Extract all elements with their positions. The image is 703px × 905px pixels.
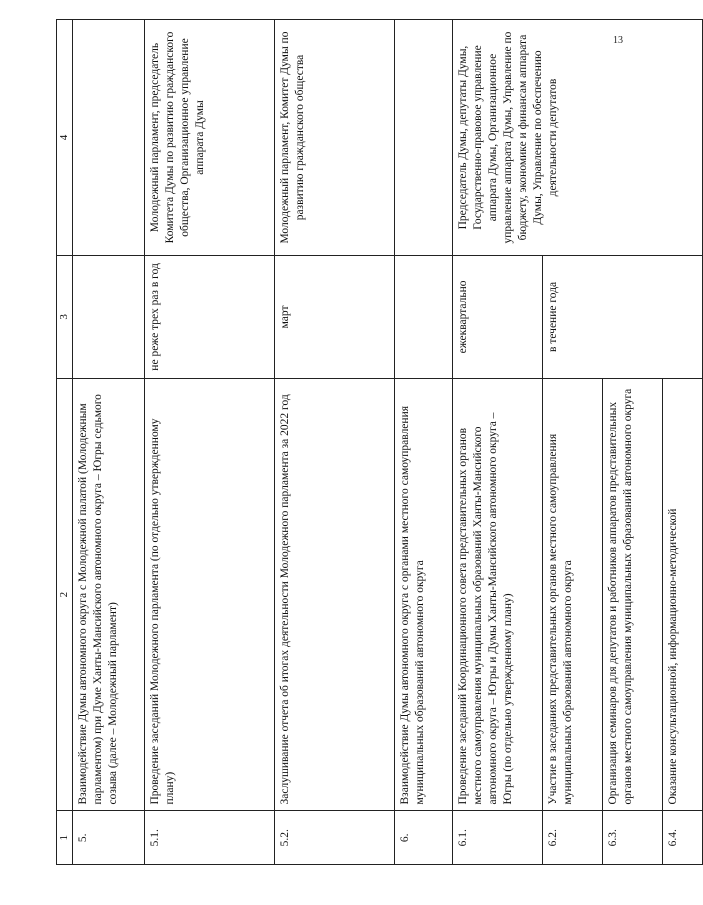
table-row: [395, 20, 453, 865]
row-number: 5.: [73, 811, 145, 865]
table-row: [275, 20, 395, 865]
row-number: 6.: [395, 811, 453, 865]
plan-table: [56, 19, 703, 865]
row-event: Организация семинаров для депутатов и работников аппаратов представительных органов местного самоуправления муниципальных образований автономного округа: [603, 378, 663, 811]
header-col-period: 3: [57, 256, 73, 379]
row-executor: Молодежный парламент, Комитет Думы по развитию гражданского общества: [275, 20, 395, 256]
row-period: в течение года: [543, 256, 703, 379]
row-period: [395, 256, 453, 379]
row-period: [73, 256, 145, 379]
row-number: 6.1.: [453, 811, 543, 865]
header-row: [57, 20, 73, 865]
row-number: 5.2.: [275, 811, 395, 865]
row-executor: Председатель Думы, депутаты Думы, Государственно-правовое управление аппарата Думы, Организационное управление аппарата Думы, Управление по бюджету, экономике и финансам аппарата Думы, Управление по обеспечению деятельности депутатов: [453, 20, 703, 256]
row-number: 6.4.: [663, 811, 703, 865]
row-event: Взаимодействие Думы автономного округа с Молодежной палатой (Молодежным парламентом) при Думе Ханты-Мансийского автономного округа – Югры седьмого созыва (далее – Молодежный парламент): [73, 378, 145, 811]
row-event: Заслушивание отчета об итогах деятельности Молодежного парламента за 2022 год: [275, 378, 395, 811]
row-event: Проведение заседаний Молодежного парламента (по отдельно утвержденному плану): [145, 378, 275, 811]
row-event: Участие в заседаниях представительных органов местного самоуправления муниципальных образований автономного округа: [543, 378, 603, 811]
header-col-executor: 4: [57, 20, 73, 256]
table-row: [145, 20, 275, 865]
row-period: ежеквартально: [453, 256, 543, 379]
header-col-number: 1: [57, 811, 73, 865]
row-executor: [395, 20, 453, 256]
page-number: 13: [613, 35, 623, 46]
table-row: [453, 20, 543, 865]
row-executor: [73, 20, 145, 256]
row-executor: Молодежный парламент, председатель Комитета Думы по развитию гражданского общества, Организационное управление аппарата Думы: [145, 20, 275, 256]
table-row: [73, 20, 145, 865]
row-period: не реже трех раз в год: [145, 256, 275, 379]
row-number: 5.1.: [145, 811, 275, 865]
header-col-event: 2: [57, 378, 73, 811]
row-number: 6.3.: [603, 811, 663, 865]
row-event: Взаимодействие Думы автономного округа с органами местного самоуправления муниципальных образований автономного округа: [395, 378, 453, 811]
row-number: 6.2.: [543, 811, 603, 865]
row-period: март: [275, 256, 395, 379]
row-event: Проведение заседаний Координационного совета представительных органов местного самоуправления муниципальных образований Ханты-Мансийского автономного округа – Югры и Думы Ханты-Мансийского автономного округа – Югры (по отдельно утвержденному плану): [453, 378, 543, 811]
row-event: Оказание консультационной, информационно-методической: [663, 378, 703, 811]
